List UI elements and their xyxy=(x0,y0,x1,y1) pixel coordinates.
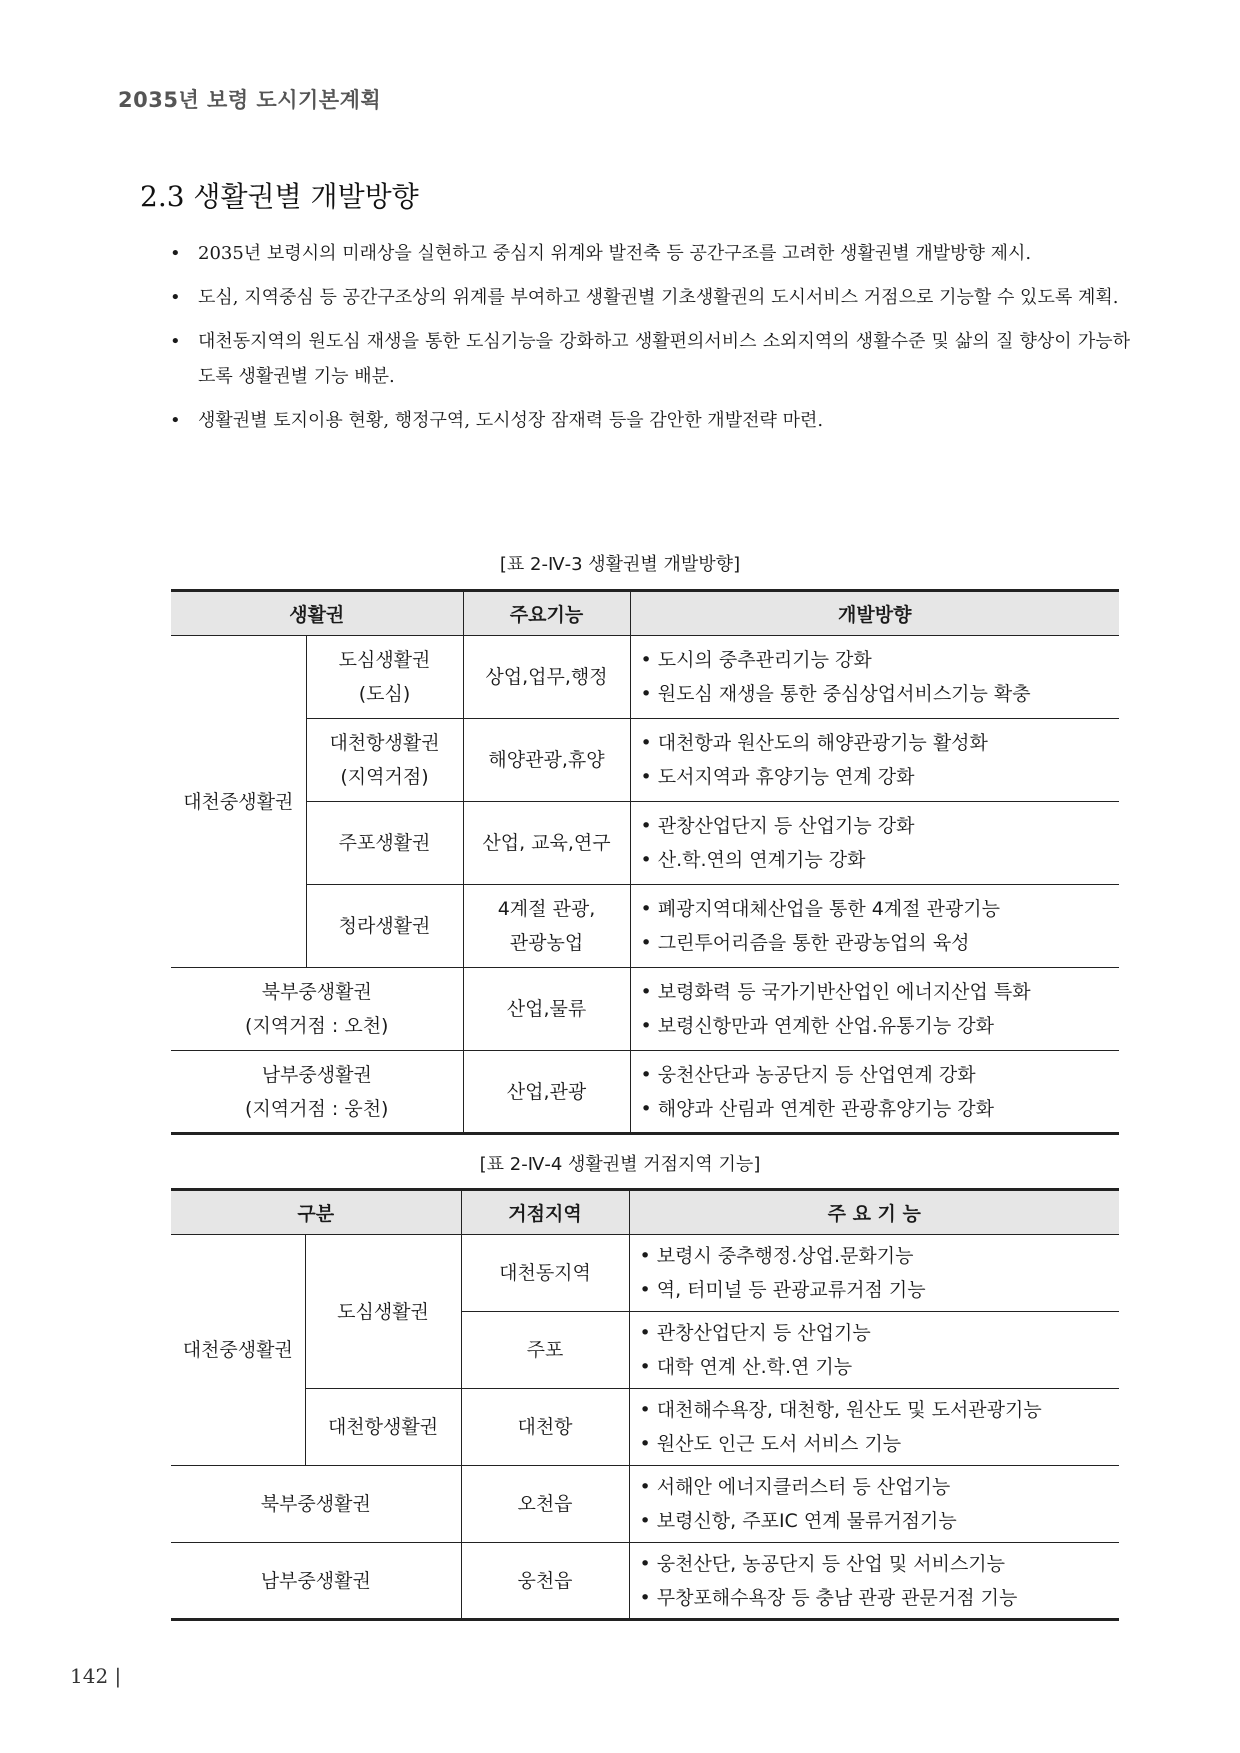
cell-line: • 무창포해수욕장 등 충남 관광 관문거점 기능 xyxy=(640,1581,1116,1615)
cell-line: • 해양과 산림과 연계한 관광휴양기능 강화 xyxy=(641,1092,1116,1126)
cell-line: 북부중생활권 xyxy=(261,981,372,1003)
direction-cell xyxy=(630,885,1119,968)
cell-line: • 관창산업단지 등 산업기능 강화 xyxy=(641,809,1116,843)
direction-cell xyxy=(630,802,1119,885)
table1 xyxy=(171,589,1119,1135)
section-title: 2.3 생활권별 개발방향 xyxy=(140,180,419,213)
direction-cell xyxy=(630,719,1119,802)
group-cell: 대천중생활권 xyxy=(171,1235,305,1466)
table-row xyxy=(171,1389,1119,1466)
function-cell xyxy=(629,1466,1119,1543)
cell-line: • 대학 연계 산.학.연 기능 xyxy=(640,1350,1116,1384)
sub-cell xyxy=(171,1051,463,1134)
cell-line: • 서해안 에너지클러스터 등 산업기능 xyxy=(640,1470,1116,1504)
table-row xyxy=(171,1051,1119,1134)
table2-header: 구분 xyxy=(171,1190,461,1235)
cell-line: (지역거점 : 웅천) xyxy=(245,1097,389,1120)
page-number: 142 | xyxy=(70,1664,122,1688)
bullet-item: • 도심, 지역중심 등 공간구조상의 위계를 부여하고 생활권별 기초생활권의 도시서비스 거점으로 기능할 수 있도록 계획. xyxy=(170,280,1130,315)
cell-line: 남부중생활권 xyxy=(261,1063,372,1086)
cell-line: (도심) xyxy=(358,683,411,705)
bullet-item: • 2035년 보령시의 미래상을 실현하고 중심지 위계와 발전축 등 공간구조를 고려한 생활권별 개발방향 제시. xyxy=(170,236,1130,271)
table-row xyxy=(171,719,1119,802)
direction-cell xyxy=(630,636,1119,719)
running-header: 2035년 보령 도시기본계획 xyxy=(118,88,382,112)
table1-header: 주요기능 xyxy=(463,591,630,636)
cell-line: • 웅천산단, 농공단지 등 산업 및 서비스기능 xyxy=(640,1547,1116,1581)
group-cell: 대천중생활권 xyxy=(171,636,306,968)
table1-caption: [표 2-Ⅳ-3 생활권별 개발방향] xyxy=(499,554,741,575)
table1-header-row xyxy=(171,591,1119,636)
table-row xyxy=(171,885,1119,968)
main-cell: 해양관광,휴양 xyxy=(463,719,630,802)
cell-line: • 원산도 인근 도서 서비스 기능 xyxy=(640,1427,1116,1461)
main-cell: 산업,물류 xyxy=(463,968,630,1051)
cell-line: • 보령신항만과 연계한 산업.유통기능 강화 xyxy=(641,1009,1116,1043)
table2-caption: [표 2-Ⅳ-4 생활권별 거점지역 기능] xyxy=(479,1154,761,1175)
area-cell: 대천동지역 xyxy=(461,1235,629,1312)
area-cell: 대천항 xyxy=(461,1389,629,1466)
cell-line: • 도시의 중추관리기능 강화 xyxy=(641,643,1116,677)
sub-cell: 북부중생활권 xyxy=(171,1466,461,1543)
table2-header: 주 요 기 능 xyxy=(629,1190,1119,1235)
sub-cell xyxy=(171,968,463,1051)
sub-cell: 도심생활권 xyxy=(305,1235,461,1389)
main-cell xyxy=(463,885,630,968)
table2-header: 거점지역 xyxy=(461,1190,629,1235)
cell-line: • 보령화력 등 국가기반산업인 에너지산업 특화 xyxy=(641,975,1116,1009)
cell-line: • 보령신항, 주포IC 연계 물류거점기능 xyxy=(640,1504,1116,1538)
cell-line: • 역, 터미널 등 관광교류거점 기능 xyxy=(640,1273,1116,1307)
sub-cell: 청라생활권 xyxy=(306,885,463,968)
table1-header: 개발방향 xyxy=(630,591,1119,636)
main-cell: 산업, 교육,연구 xyxy=(463,802,630,885)
cell-line: 도심생활권 xyxy=(338,649,431,671)
cell-line: • 웅천산단과 농공단지 등 산업연계 강화 xyxy=(641,1058,1116,1092)
direction-cell xyxy=(630,1051,1119,1134)
main-cell: 산업,관광 xyxy=(463,1051,630,1134)
table-row xyxy=(171,636,1119,719)
table2 xyxy=(171,1188,1119,1621)
cell-line: • 폐광지역대체산업을 통한 4계절 관광기능 xyxy=(641,892,1116,926)
cell-line: • 원도심 재생을 통한 중심상업서비스기능 확충 xyxy=(641,677,1116,711)
area-cell: 주포 xyxy=(461,1312,629,1389)
cell-line: 대천항생활권 xyxy=(329,732,440,754)
table1-header: 생활권 xyxy=(171,591,463,636)
sub-cell xyxy=(306,636,463,719)
cell-line: • 산.학.연의 연계기능 강화 xyxy=(641,843,1116,877)
function-cell xyxy=(629,1312,1119,1389)
cell-line: • 보령시 중추행정.상업.문화기능 xyxy=(640,1239,1116,1273)
cell-line: • 그린투어리즘을 통한 관광농업의 육성 xyxy=(641,926,1116,960)
table-row xyxy=(171,1543,1119,1620)
sub-cell xyxy=(306,719,463,802)
main-cell: 상업,업무,행정 xyxy=(463,636,630,719)
sub-cell: 남부중생활권 xyxy=(171,1543,461,1620)
cell-line: (지역거점 : 오천) xyxy=(245,1015,389,1037)
direction-cell xyxy=(630,968,1119,1051)
table-row xyxy=(171,1466,1119,1543)
cell-line: • 관창산업단지 등 산업기능 xyxy=(640,1316,1116,1350)
table-row xyxy=(171,802,1119,885)
table-row xyxy=(171,968,1119,1051)
cell-line: (지역거점) xyxy=(340,766,429,788)
sub-cell: 주포생활권 xyxy=(306,802,463,885)
table-row xyxy=(171,1235,1119,1312)
bullet-item: • 생활권별 토지이용 현황, 행정구역, 도시성장 잠재력 등을 감안한 개발전략 마련. xyxy=(170,403,1130,438)
function-cell xyxy=(629,1543,1119,1620)
table2-header-row xyxy=(171,1190,1119,1235)
area-cell: 웅천읍 xyxy=(461,1543,629,1620)
cell-line: 4계절 관광, xyxy=(497,898,596,920)
cell-line: 관광농업 xyxy=(509,932,584,954)
bullet-item: • 대천동지역의 원도심 재생을 통한 도심기능을 강화하고 생활편의서비스 소외지역의 생활수준 및 삶의 질 향상이 가능하도록 생활권별 기능 배분. xyxy=(170,324,1130,394)
function-cell xyxy=(629,1235,1119,1312)
function-cell xyxy=(629,1389,1119,1466)
bullet-list xyxy=(170,236,1130,447)
area-cell: 오천읍 xyxy=(461,1466,629,1543)
cell-line: • 대천항과 원산도의 해양관광기능 활성화 xyxy=(641,726,1116,760)
cell-line: • 대천해수욕장, 대천항, 원산도 및 도서관광기능 xyxy=(640,1393,1116,1427)
cell-line: • 도서지역과 휴양기능 연계 강화 xyxy=(641,760,1116,794)
sub-cell: 대천항생활권 xyxy=(305,1389,461,1466)
